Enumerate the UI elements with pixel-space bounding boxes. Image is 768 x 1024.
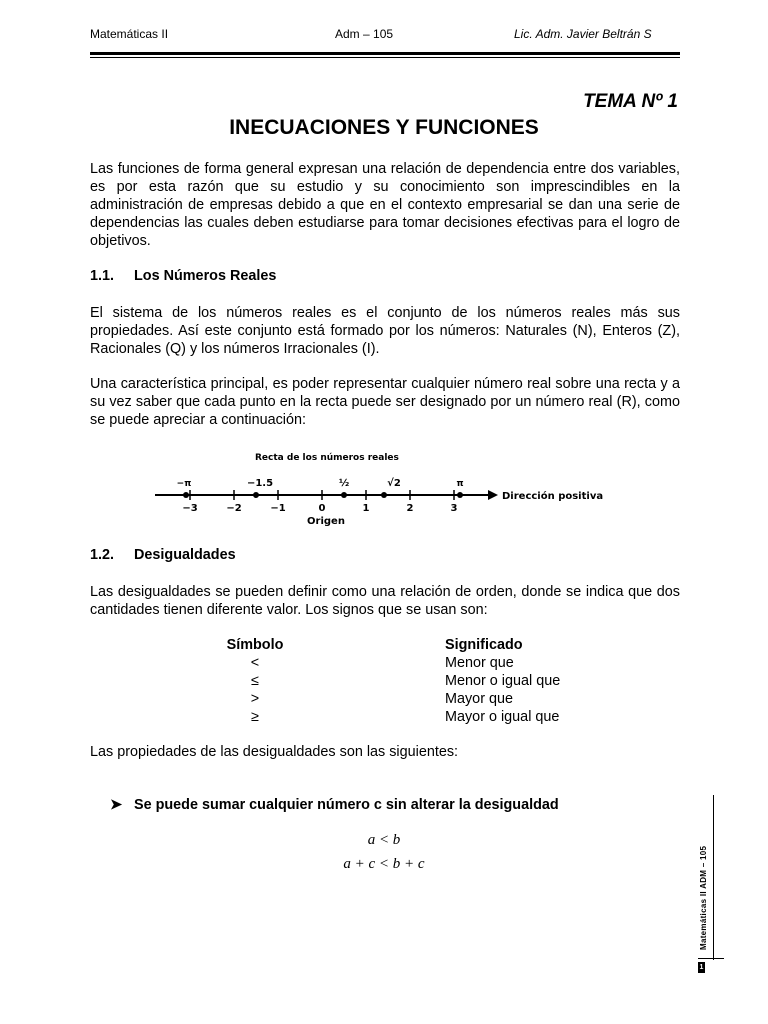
paragraph-inequalities: Las desigualdades se pueden definir como una relación de orden, donde se indica que dos cantidades tienen diferente valor. Los signos que se usan son: — [90, 584, 680, 618]
bullet-text: Se puede sumar cualquier número c sin alterar la desigualdad — [134, 797, 559, 813]
header-course: Matemáticas II — [90, 27, 169, 41]
symbol-cell: > — [250, 691, 260, 707]
point-minus-pi — [183, 492, 189, 498]
sidebar-page-rule — [698, 958, 724, 959]
property-bullet — [110, 797, 559, 813]
number-line-figure — [150, 448, 610, 533]
section-heading-1 — [90, 268, 276, 284]
table-row — [90, 655, 680, 673]
topic-number: TEMA Nº 1 — [583, 91, 678, 112]
tick-label: 1 — [362, 503, 370, 514]
origin-label: Origen — [307, 516, 345, 527]
sidebar-rule — [713, 795, 714, 960]
tick-label: −1 — [270, 503, 286, 514]
page-title: INECUACIONES Y FUNCIONES — [229, 116, 539, 139]
table-header-row — [90, 637, 680, 655]
table-row — [90, 709, 680, 727]
header-rule-thin — [90, 57, 680, 58]
section-title: Desigualdades — [134, 547, 236, 563]
intro-paragraph: Las funciones de forma general expresan una relación de dependencia entre dos variables, es por esta razón que su estudio y su conocimiento son imprescindibles en la administración de empresas debido a que en el contexto empresarial se dan una serie de dependencias las cuales deben estudiarse para tomar decisiones efectivas para el logro de objetivos. — [90, 161, 680, 249]
arrowhead-bullet-icon: ➤ — [110, 797, 123, 813]
column-header: Símbolo — [226, 637, 284, 653]
mark-label-minus-1-5: −1.5 — [246, 478, 274, 489]
paragraph-number-line: Una característica principal, es poder representar cualquier número real sobre una recta y a su vez saber que cada punto en la recta puede ser designado por un número real (R), como se puede apreciar a continuación: — [90, 376, 680, 428]
sidebar-course-label: Matemáticas II ADM – 105 — [699, 845, 708, 950]
point-half — [341, 492, 347, 498]
section-number: 1.1. — [90, 268, 115, 284]
tick-label: 3 — [450, 503, 458, 514]
header-author: Lic. Adm. Javier Beltrán S — [514, 27, 652, 41]
symbol-cell: < — [250, 655, 260, 671]
tick-label: −2 — [226, 503, 242, 514]
mark-label-minus-pi: −π — [176, 479, 192, 489]
symbol-cell: ≤ — [251, 673, 259, 689]
tick-label: 2 — [406, 503, 414, 514]
meaning-cell: Mayor que — [445, 691, 513, 707]
page-number: 1 — [699, 964, 704, 971]
paragraph-real-numbers: El sistema de los números reales es el conjunto de los números reales más sus propiedades. Así este conjunto está formado por los números: Naturales (N), Enteros (Z), Racionales (Q) y los números Irracionales (I). — [90, 305, 680, 357]
number-line-caption: Recta de los números reales — [255, 453, 399, 463]
point-pi — [457, 492, 463, 498]
meaning-cell: Menor que — [445, 655, 514, 671]
arrow-label: Dirección positiva — [502, 491, 604, 502]
tick-label: 0 — [318, 503, 326, 514]
meaning-cell: Menor o igual que — [445, 673, 561, 689]
meaning-cell: Mayor o igual que — [445, 709, 560, 725]
section-number: 1.2. — [90, 547, 115, 563]
symbol-cell: ≥ — [251, 709, 259, 725]
mark-label-sqrt2: √2 — [387, 478, 401, 489]
arrow-icon — [488, 490, 498, 500]
paragraph-properties: Las propiedades de las desigualdades son las siguientes: — [90, 744, 459, 760]
point-minus-1-5 — [253, 492, 259, 498]
page-header — [90, 27, 680, 47]
table-row — [90, 673, 680, 691]
mark-label-pi: π — [456, 479, 464, 489]
tick-label: −3 — [182, 503, 198, 514]
section-title: Los Números Reales — [134, 268, 277, 284]
header-rule-thick — [90, 52, 680, 55]
mark-label-half: ½ — [338, 478, 350, 489]
table-row — [90, 691, 680, 709]
section-heading-2 — [90, 547, 236, 563]
formula-line-1: a < b — [367, 832, 401, 848]
formula-line-2: a + c < b + c — [343, 856, 425, 872]
header-code: Adm – 105 — [335, 27, 394, 41]
point-sqrt2 — [381, 492, 387, 498]
column-header: Significado — [445, 637, 523, 653]
